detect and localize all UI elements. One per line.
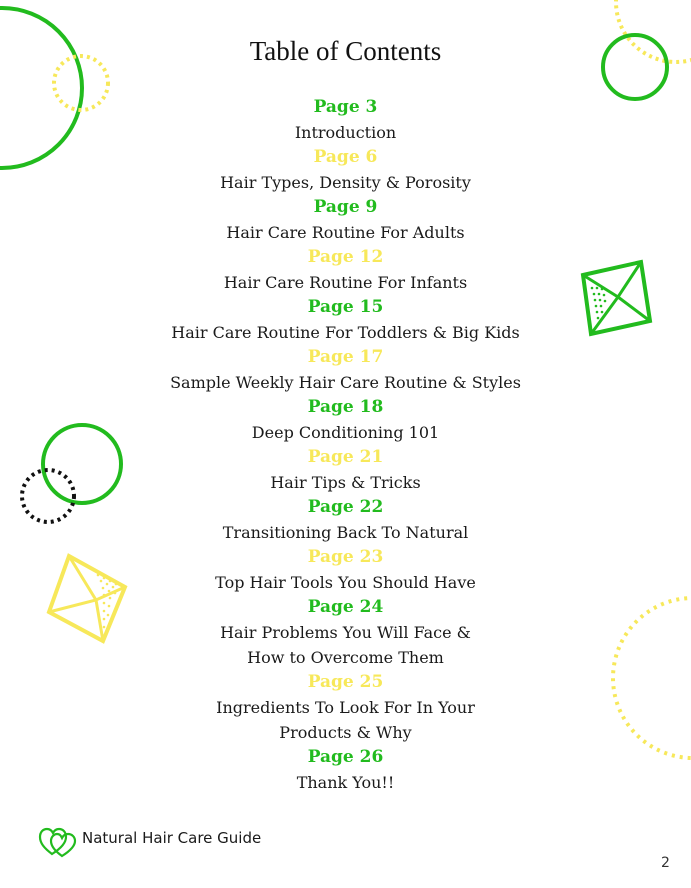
toc-page-number: Page 3 <box>313 97 378 117</box>
toc-entry-title: Hair Types, Density & Porosity <box>220 173 471 192</box>
toc-page-number: Page 24 <box>307 597 384 617</box>
toc-page-number: Page 21 <box>307 447 384 467</box>
toc-entry-title: Hair Tips & Tricks <box>270 473 421 492</box>
table-of-contents <box>0 95 691 795</box>
toc-page-number: Page 6 <box>313 147 378 167</box>
toc-entry-title: Hair Problems You Will Face & <box>220 623 471 642</box>
toc-entry-title: Hair Care Routine For Toddlers & Big Kids <box>171 323 520 342</box>
footer-brand: Natural Hair Care Guide <box>82 829 262 847</box>
double-heart-logo-icon <box>38 823 78 859</box>
toc-entry-title: Products & Why <box>279 723 412 742</box>
toc-page-number: Page 26 <box>307 747 384 767</box>
toc-entry-title: Deep Conditioning 101 <box>251 423 440 442</box>
toc-entry-title: Hair Care Routine For Adults <box>226 223 465 242</box>
toc-entry-title: Transitioning Back To Natural <box>222 523 469 542</box>
page-number: 2 <box>661 855 670 871</box>
toc-page-number: Page 25 <box>307 672 384 692</box>
toc-entry-title: How to Overcome Them <box>247 648 444 667</box>
toc-entry-title: Sample Weekly Hair Care Routine & Styles <box>170 373 521 392</box>
toc-entry-title: Ingredients To Look For In Your <box>216 698 475 717</box>
toc-entry-title: Thank You!! <box>296 773 395 792</box>
toc-page-number: Page 22 <box>307 497 384 517</box>
toc-page-number: Page 12 <box>307 247 384 267</box>
toc-entry-title: Hair Care Routine For Infants <box>223 273 468 292</box>
page-title: Table of Contents <box>249 36 442 66</box>
toc-page-number: Page 23 <box>307 547 384 567</box>
toc-entry-title: Top Hair Tools You Should Have <box>215 573 476 592</box>
toc-page-number: Page 17 <box>307 347 384 367</box>
toc-page-number: Page 15 <box>307 297 384 317</box>
toc-page-number: Page 9 <box>313 197 378 217</box>
toc-page-number: Page 18 <box>307 397 384 417</box>
toc-entry-title: Introduction <box>294 123 397 142</box>
